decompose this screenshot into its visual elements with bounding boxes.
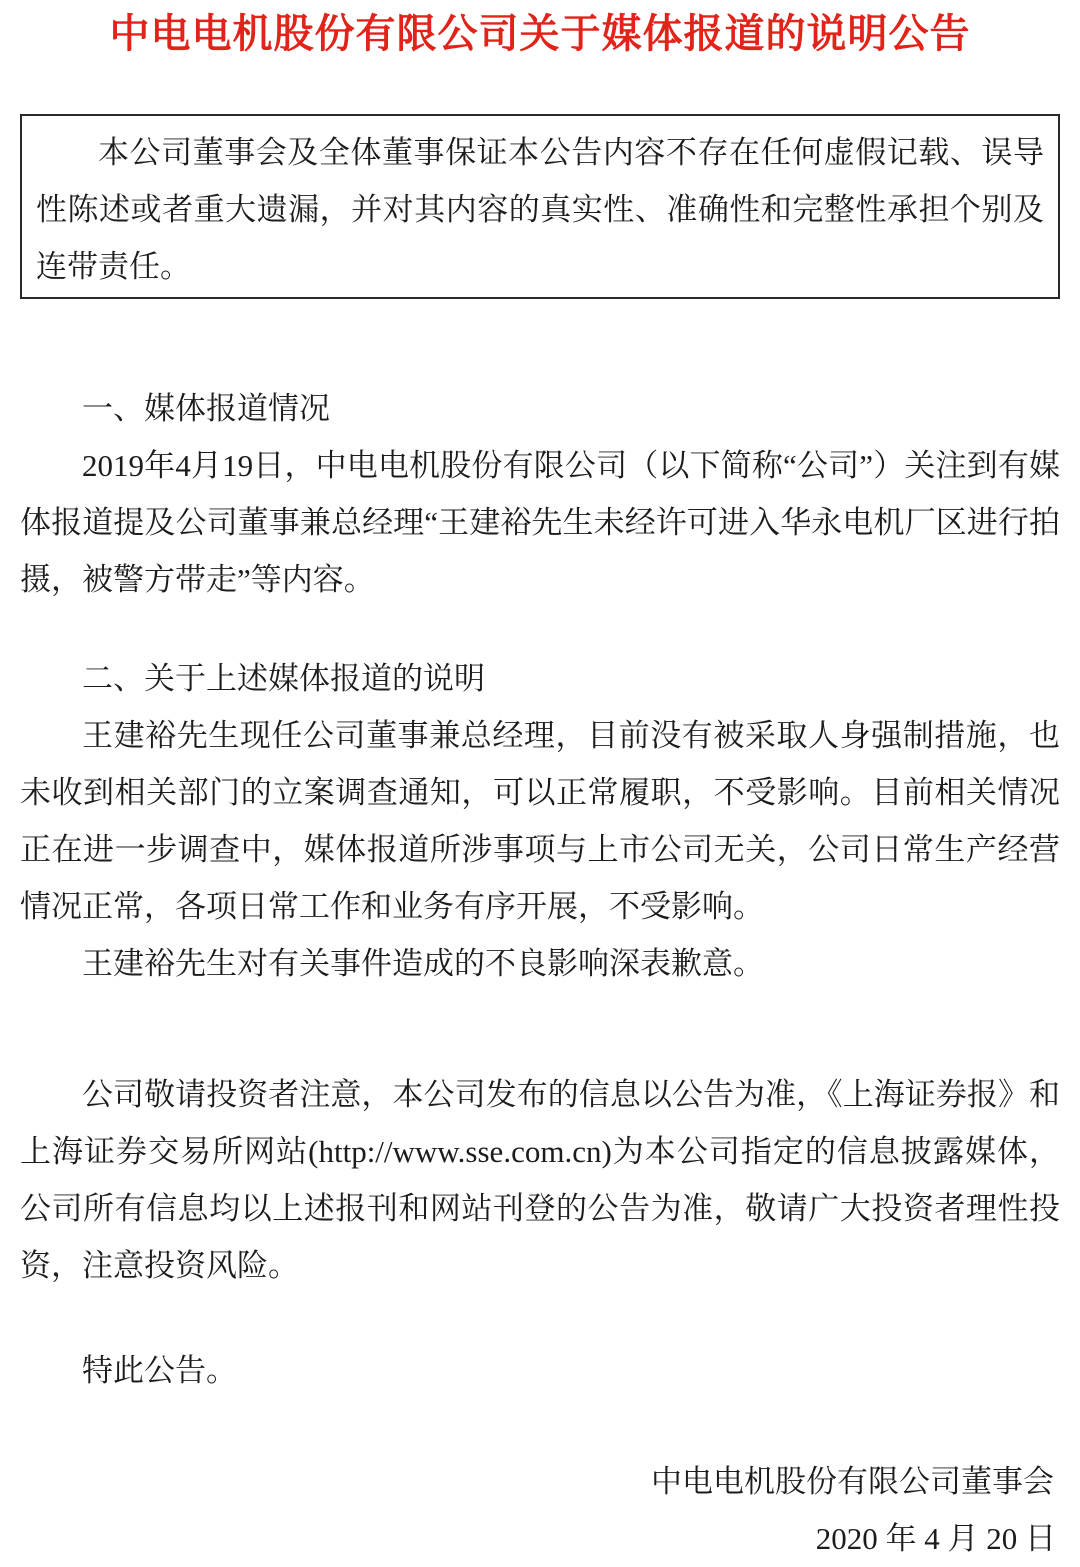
section-2-paragraph-2: 王建裕先生对有关事件造成的不良影响深表歉意。 <box>82 946 764 981</box>
section-2-heading: 二、关于上述媒体报道的说明 <box>82 661 485 696</box>
announcement-document <box>0 6 1080 1556</box>
date-line: 2020 年 4 月 20 日 <box>815 1521 1056 1556</box>
section-1-paragraph-1: 2019年4月19日，中电电机股份有限公司（以下简称“公司”）关注到有媒体报道提及公司董事兼总经理“王建裕先生未经许可进入华永电机厂区进行拍摄，被警方带走”等内容。 <box>20 448 1060 597</box>
disclaimer-box <box>20 114 1060 299</box>
announcement-note: 特此公告。 <box>82 1353 237 1388</box>
section-2-paragraph-1: 王建裕先生现任公司董事兼总经理，目前没有被采取人身强制措施，也未收到相关部门的立案调查通知，可以正常履职，不受影响。目前相关情况正在进一步调查中，媒体报道所涉事项与上市公司无关，公司日常生产经营情况正常，各项日常工作和业务有序开展，不受影响。 <box>20 718 1060 924</box>
disclaimer-text: 本公司董事会及全体董事保证本公告内容不存在任何虚假记载、误导性陈述或者重大遗漏，并对其内容的真实性、准确性和完整性承担个别及连带责任。 <box>36 135 1044 284</box>
section-media-report <box>20 380 1060 608</box>
section-1-heading: 一、媒体报道情况 <box>82 391 330 426</box>
page-title: 中电电机股份有限公司关于媒体报道的说明公告 <box>109 11 971 56</box>
section-explanation <box>20 650 1060 992</box>
signature-line: 中电电机股份有限公司董事会 <box>651 1464 1054 1499</box>
closing-paragraph: 公司敬请投资者注意，本公司发布的信息以公告为准，《上海证券报》和上海证券交易所网站(http://www.sse.com.cn)为本公司指定的信息披露媒体，公司所有信息均以上述报刊和网站刊登的公告为准，敬请广大投资者理性投资，注意投资风险。 <box>20 1077 1060 1283</box>
